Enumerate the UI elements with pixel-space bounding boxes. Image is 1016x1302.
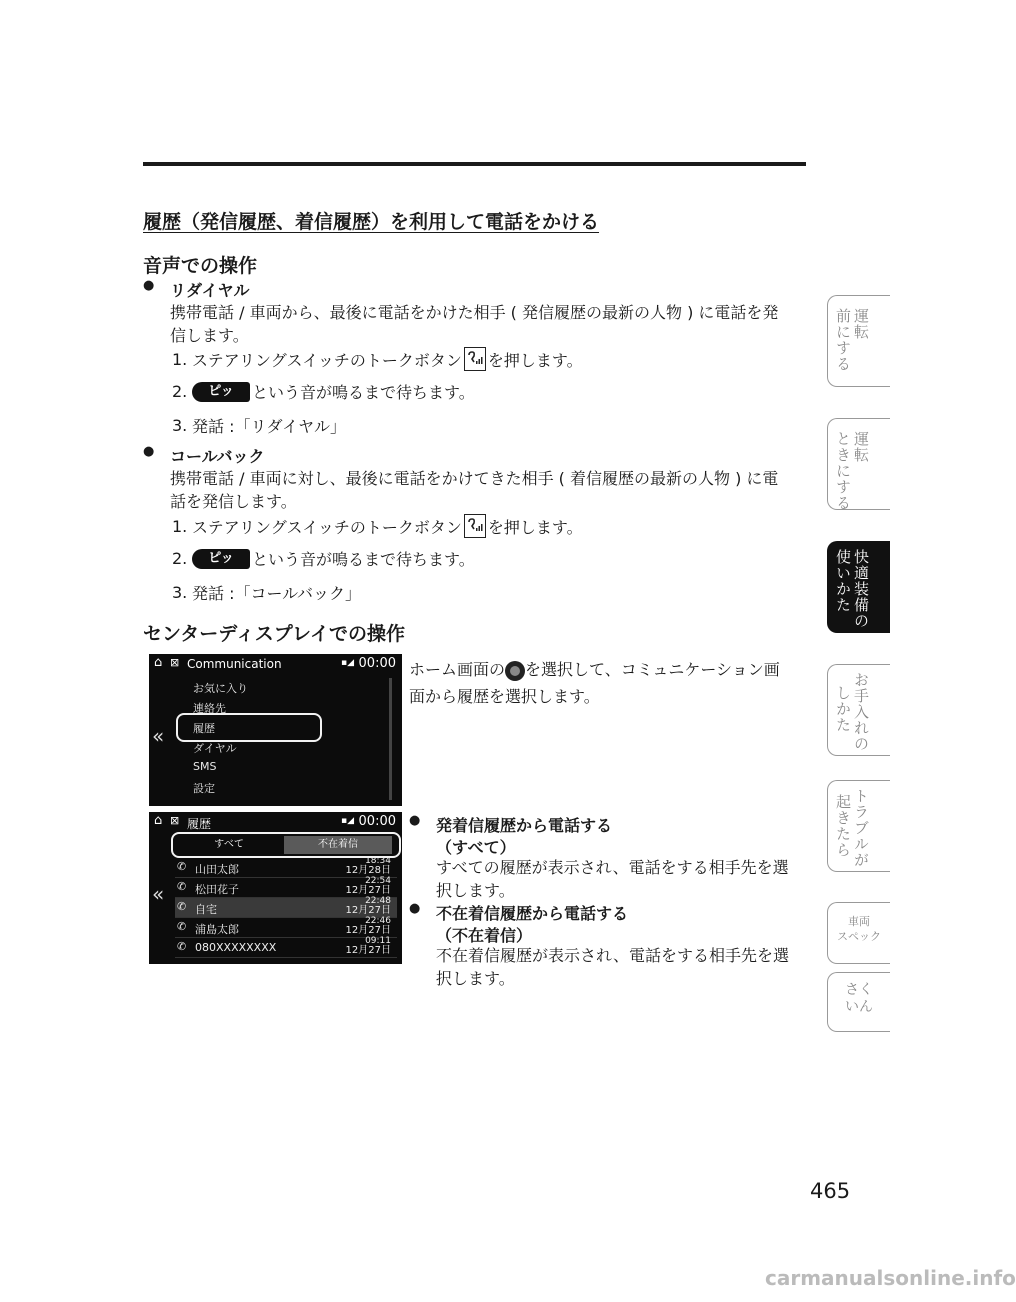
scrollbar[interactable] (389, 678, 392, 800)
top-rule (143, 162, 806, 166)
menu-dial[interactable]: ダイヤル (193, 742, 237, 755)
menu-contacts[interactable]: 連絡先 (193, 702, 226, 715)
home-icon: ⌂ (154, 655, 163, 670)
section-title: 履歴（発信履歴、着信履歴）を利用して電話をかける (143, 211, 600, 233)
redial-step2: 2. ピッ という音が鳴るまで待ちます。 (172, 382, 475, 402)
home-icon: ⌂ (154, 813, 163, 828)
phone-icon: ✆ (177, 920, 187, 933)
tab-maintenance[interactable]: お手入れの しかた (827, 664, 890, 756)
tab-while-driving[interactable]: 運転 ときにする (827, 418, 890, 510)
message-icon: ⊠ (170, 814, 180, 827)
signal-icon: ▪◢ (340, 658, 354, 668)
screen-status-bar: ⌂ ⊠ Communication ▪◢ 00:00 (154, 655, 396, 671)
history-screen (149, 812, 402, 964)
all-history-desc: すべての履歴が表示され、電話をする相手先を選 択します。 (436, 858, 789, 900)
beep-icon: ピッ (192, 549, 250, 569)
missed-history-label: ● 不在着信履歴から電話する (436, 901, 628, 924)
tab-missed[interactable]: 不在着信 (284, 836, 392, 854)
all-history-sub: （すべて） (436, 838, 516, 857)
center-heading: センターディスプレイでの操作 (143, 623, 406, 645)
phone-icon: ✆ (177, 940, 187, 953)
table-row[interactable]: ✆ 松田花子 22:54 12月27日 (175, 878, 397, 898)
callback-step3: 3. 発話 :「コールバック」 (172, 583, 362, 603)
redial-desc: 携帯電話 / 車両から、最後に電話をかけた相手 ( 発信履歴の最新の人物 ) に電話を発 信します。 (170, 303, 779, 345)
back-chevron-icon[interactable]: « (152, 882, 165, 906)
phone-icon: ✆ (177, 860, 187, 873)
table-row[interactable]: ✆ 080XXXXXXXX 09:11 12月27日 (175, 938, 397, 958)
talk-button-icon (464, 347, 486, 371)
message-icon: ⊠ (170, 656, 180, 669)
footer-watermark: carmanualsonline.info (765, 1266, 1016, 1290)
tab-before-driving[interactable]: 運転 前にする (827, 295, 890, 387)
tab-comfort-features[interactable]: 快適装備の 使いかた (827, 541, 890, 633)
phone-icon: ✆ (177, 900, 187, 913)
talk-button-icon (464, 514, 486, 538)
menu-settings[interactable]: 設定 (193, 782, 215, 795)
callback-desc: 携帯電話 / 車両に対し、最後に電話をかけてきた相手 ( 着信履歴の最新の人物 ) に電 話を発信します。 (170, 469, 779, 511)
screen-status-bar: ⌂ ⊠ 履歴 ▪◢ 00:00 (154, 813, 396, 831)
history-highlight (176, 713, 322, 742)
all-history-label: ● 発着信履歴から電話する (436, 813, 612, 836)
communication-icon (505, 661, 525, 681)
page-number: 465 (810, 1179, 851, 1203)
table-row[interactable]: ✆ 浦島太郎 22:46 12月27日 (175, 918, 397, 938)
redial-step3: 3. 発話 :「リダイヤル」 (172, 416, 346, 436)
voice-heading: 音声での操作 (143, 255, 258, 277)
missed-history-sub: （不在着信） (436, 926, 533, 945)
menu-history[interactable]: 履歴 (193, 722, 215, 735)
redial-step1: 1. ステアリングスイッチのトークボタン を押します。 (172, 347, 583, 371)
beep-icon: ピッ (192, 382, 250, 402)
tab-specifications[interactable]: 車両 スペック (827, 902, 890, 964)
back-chevron-icon[interactable]: « (152, 724, 165, 748)
table-row[interactable]: ✆ 自宅 22:48 12月27日 (175, 898, 397, 918)
segment-highlight (171, 832, 401, 858)
callback-label: ● コールバック (170, 444, 265, 467)
missed-history-desc: 不在着信履歴が表示され、電話をする相手先を選 択します。 (436, 946, 789, 988)
phone-icon: ✆ (177, 880, 187, 893)
redial-label: ● リダイヤル (170, 278, 250, 301)
menu-sms[interactable]: SMS (193, 760, 217, 773)
tab-all[interactable]: すべて (214, 839, 244, 850)
table-row[interactable]: ✆ 山田太郎 18:34 12月28日 (175, 858, 397, 878)
center-desc: ホーム画面の を選択して、コミュニケーション画 面から履歴を選択します。 (409, 660, 780, 706)
menu-favorites[interactable]: お気に入り (193, 682, 248, 695)
tab-troubleshooting[interactable]: トラブルが 起きたら (827, 780, 890, 872)
communication-screen (149, 654, 402, 806)
tab-index[interactable]: さく いん (827, 972, 890, 1032)
callback-step1: 1. ステアリングスイッチのトークボタン を押します。 (172, 514, 583, 538)
callback-step2: 2. ピッ という音が鳴るまで待ちます。 (172, 549, 475, 569)
signal-icon: ▪◢ (340, 816, 354, 826)
